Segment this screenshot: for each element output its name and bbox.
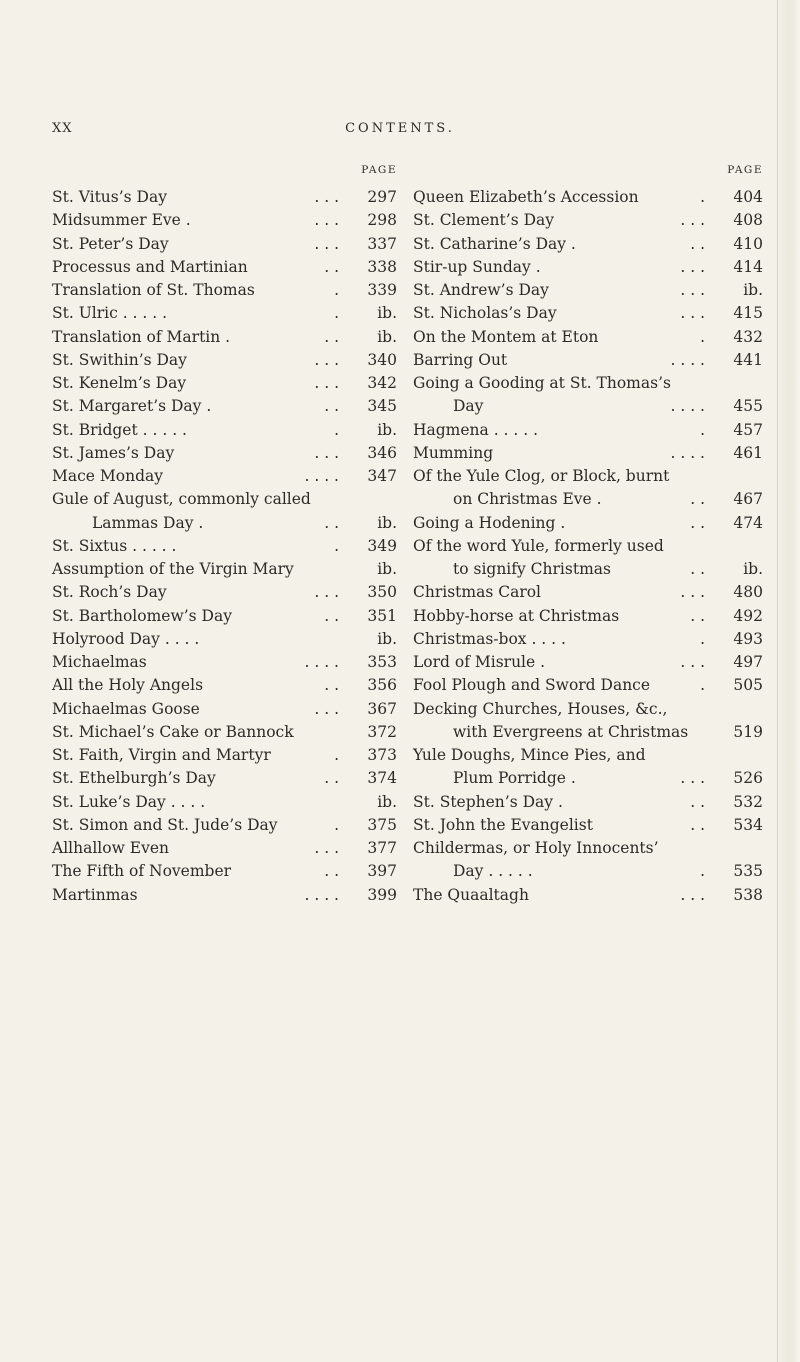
entry-page-number: 367 [367, 699, 397, 718]
contents-entry [52, 791, 397, 814]
entry-page-number: 340 [367, 350, 397, 369]
entry-title: St. Andrew’s Day [413, 281, 549, 299]
entry-leader-dots: . [334, 746, 339, 764]
entry-page-number: 474 [733, 513, 763, 532]
contents-list-left [52, 186, 397, 907]
contents-entry [413, 605, 763, 628]
entry-leader-dots: . . . [314, 350, 339, 369]
contents-entry [52, 558, 397, 581]
entry-page-number: 374 [367, 769, 397, 788]
contents-entry [413, 512, 763, 535]
entry-title: Translation of St. Thomas [52, 281, 255, 299]
entry-title: Barring Out [413, 350, 508, 369]
entry-title: Assumption of the Virgin Mary [52, 560, 294, 578]
entry-leader-dots: . . . [314, 234, 339, 253]
entry-page-number: 351 [367, 606, 397, 625]
entry-leader-dots: . . . . [304, 885, 339, 904]
contents-entry [413, 744, 763, 767]
contents-entry [413, 279, 763, 302]
contents-entry [413, 209, 763, 232]
entry-page-number: ib. [377, 327, 397, 346]
entry-leader-dots: . . . [314, 583, 339, 602]
contents-entry [413, 372, 763, 395]
contents-entry [52, 884, 397, 907]
contents-entry [413, 767, 763, 790]
entry-title: Day . . . . . [453, 862, 533, 881]
entry-leader-dots: . . . [680, 769, 705, 788]
entry-leader-dots: . . . . [670, 350, 705, 369]
entry-leader-dots: . [334, 281, 339, 299]
entry-leader-dots: . . . [680, 281, 705, 299]
entry-page-number: 526 [733, 769, 763, 788]
entry-title: St. James’s Day [52, 443, 175, 462]
entry-leader-dots: . [700, 327, 705, 346]
entry-title: Day [453, 397, 484, 416]
contents-entry [413, 326, 763, 349]
contents-entry [413, 837, 763, 860]
contents-entry [413, 721, 763, 744]
entry-title: Martinmas [52, 885, 138, 904]
entry-page-number: 493 [733, 629, 763, 648]
contents-entry [52, 326, 397, 349]
entry-title: Going a Hodening . [413, 513, 566, 532]
entry-page-number: 298 [367, 211, 397, 230]
entry-title: Mumming [413, 443, 494, 462]
entry-title: St. Bridget . . . . . [52, 420, 187, 439]
entry-page-number: ib. [377, 792, 397, 811]
entry-title: Holyrood Day . . . . [52, 629, 200, 648]
entry-title: St. Catharine’s Day . [413, 234, 576, 253]
contents-entry [413, 256, 763, 279]
entry-title: St. Ulric . . . . . [52, 304, 168, 323]
contents-column-right [413, 164, 763, 907]
entry-leader-dots: . . . . [670, 443, 705, 462]
entry-title: Gule of August, commonly called [52, 490, 311, 509]
entry-leader-dots: . . [690, 560, 705, 578]
contents-entry [413, 465, 763, 488]
contents-entry [413, 349, 763, 372]
page-column-label: PAGE [727, 164, 763, 176]
contents-entry [52, 256, 397, 279]
contents-entry [52, 651, 397, 674]
contents-entry [413, 419, 763, 442]
entry-leader-dots: . . [324, 327, 339, 346]
entry-leader-dots: . . . [680, 257, 705, 276]
entry-page-number: 534 [733, 815, 763, 834]
entry-title: Hobby-horse at Christmas [413, 606, 620, 625]
contents-entry [52, 395, 397, 418]
entry-title: Hagmena . . . . . [413, 420, 539, 439]
entry-leader-dots: . . . [314, 699, 339, 718]
running-head: CONTENTS. [345, 121, 455, 136]
contents-entry [52, 814, 397, 837]
contents-entry [52, 837, 397, 860]
entry-page-number: 410 [733, 234, 763, 253]
entry-page-number: 457 [733, 420, 763, 439]
entry-leader-dots: . [334, 815, 339, 834]
entry-page-number: 399 [367, 885, 397, 904]
entry-leader-dots: . . [690, 234, 705, 253]
entry-page-number: 397 [367, 862, 397, 881]
contents-entry [413, 535, 763, 558]
entry-title: to signify Christmas [453, 560, 611, 578]
entry-page-number: 414 [733, 257, 763, 276]
entry-leader-dots: . . [324, 769, 339, 788]
entry-title: Of the word Yule, formerly used [413, 536, 664, 555]
entry-title: Michaelmas Goose [52, 699, 200, 718]
contents-entry [52, 698, 397, 721]
entry-leader-dots: . [700, 862, 705, 881]
entry-title: Of the Yule Clog, or Block, burnt [413, 467, 670, 485]
entry-page-number: 492 [733, 606, 763, 625]
entry-page-number: ib. [377, 629, 397, 648]
entry-title: Stir-up Sunday . [413, 257, 541, 276]
contents-entry [52, 488, 397, 511]
entry-leader-dots: . . . [680, 653, 705, 671]
entry-leader-dots: . [700, 629, 705, 648]
entry-title: Christmas-box . . . . [413, 629, 566, 648]
contents-entry [52, 302, 397, 325]
entry-leader-dots: . . [324, 606, 339, 625]
entry-page-number: 372 [367, 722, 397, 741]
page-edge [777, 0, 800, 1362]
contents-entry [52, 581, 397, 604]
entry-title: St. Michael’s Cake or Bannock [52, 722, 294, 741]
entry-title: Childermas, or Holy Innocents’ [413, 839, 659, 857]
entry-leader-dots: . [700, 676, 705, 695]
entry-page-number: 432 [733, 327, 763, 346]
entry-leader-dots: . . [324, 862, 339, 881]
contents-list-right [413, 186, 763, 907]
contents-entry [413, 442, 763, 465]
contents-entry [52, 186, 397, 209]
entry-leader-dots: . . . [314, 211, 339, 230]
entry-title: St. John the Evangelist [413, 815, 593, 834]
entry-title: St. Nicholas’s Day [413, 304, 557, 323]
entry-title: St. Stephen’s Day . [413, 792, 563, 811]
entry-title: Allhallow Even [52, 839, 169, 857]
contents-entry [52, 372, 397, 395]
entry-leader-dots: . . . [680, 304, 705, 323]
entry-page-number: 342 [367, 374, 397, 392]
page-number: XX [52, 121, 73, 136]
entry-leader-dots: . [334, 420, 339, 439]
entry-title: On the Montem at Eton [413, 327, 599, 346]
entry-page-number: 377 [367, 839, 397, 857]
contents-entry [52, 721, 397, 744]
entry-page-number: 532 [733, 792, 763, 811]
contents-entry [52, 628, 397, 651]
entry-leader-dots: . . . [680, 211, 705, 230]
entry-page-number: 455 [733, 397, 763, 416]
entry-title: St. Sixtus . . . . . [52, 536, 177, 555]
entry-page-number: 461 [733, 443, 763, 462]
entry-title: Decking Churches, Houses, &c., [413, 699, 668, 718]
entry-title: St. Clement’s Day [413, 211, 555, 230]
contents-entry [413, 860, 763, 883]
entry-page-number: 519 [733, 722, 763, 741]
entry-title: Queen Elizabeth’s Accession [413, 188, 639, 206]
entry-leader-dots: . [700, 420, 705, 439]
entry-title: St. Luke’s Day . . . . [52, 792, 206, 811]
entry-page-number: 345 [367, 397, 397, 416]
contents-entry [413, 186, 763, 209]
entry-leader-dots: . . [324, 397, 339, 416]
entry-page-number: 480 [733, 583, 763, 602]
entry-leader-dots: . . . [314, 374, 339, 392]
entry-page-number: 373 [367, 746, 397, 764]
entry-title: Processus and Martinian [52, 257, 248, 276]
entry-title: St. Kenelm’s Day [52, 374, 187, 392]
contents-entry [413, 698, 763, 721]
entry-page-number: ib. [377, 420, 397, 439]
page-column-label: PAGE [361, 164, 397, 176]
entry-leader-dots: . [334, 304, 339, 323]
contents-entry [52, 674, 397, 697]
entry-title: St. Roch’s Day [52, 583, 167, 602]
contents-entry [413, 884, 763, 907]
entry-page-number: 349 [367, 536, 397, 555]
entry-title: St. Peter’s Day [52, 234, 169, 253]
entry-page-number: 404 [733, 188, 763, 206]
entry-title: Plum Porridge . [453, 769, 576, 788]
entry-leader-dots: . . . . [304, 653, 339, 671]
entry-leader-dots: . . . . [670, 397, 705, 416]
entry-title: St. Ethelburgh’s Day [52, 769, 216, 788]
contents-entry [413, 674, 763, 697]
contents-entry [52, 767, 397, 790]
entry-page-number: 356 [367, 676, 397, 695]
entry-page-number: 467 [733, 490, 763, 509]
contents-entry [413, 814, 763, 837]
entry-leader-dots: . . . [314, 839, 339, 857]
entry-title: Lammas Day . [92, 513, 204, 532]
contents-entry [52, 233, 397, 256]
contents-entry [52, 744, 397, 767]
entry-title: Translation of Martin . [52, 327, 231, 346]
entry-title: Christmas Carol [413, 583, 542, 602]
entry-page-number: ib. [743, 560, 763, 578]
contents-entry [413, 651, 763, 674]
contents-entry [52, 512, 397, 535]
contents-entry [52, 209, 397, 232]
entry-leader-dots: . . [690, 513, 705, 532]
entry-title: with Evergreens at Christmas [453, 722, 689, 741]
entry-page-number: 339 [367, 281, 397, 299]
entry-leader-dots: . . [690, 606, 705, 625]
contents-entry [413, 395, 763, 418]
contents-entry [52, 465, 397, 488]
entry-title: St. Bartholomew’s Day [52, 606, 232, 625]
entry-title: Lord of Misrule . [413, 653, 546, 671]
contents-entry [52, 605, 397, 628]
entry-title: Michaelmas [52, 653, 147, 671]
contents-column-left [52, 164, 397, 907]
contents-entry [413, 302, 763, 325]
entry-page-number: ib. [743, 281, 763, 299]
entry-leader-dots: . . [324, 257, 339, 276]
contents-entry [52, 442, 397, 465]
contents-entry [52, 279, 397, 302]
entry-title: The Quaaltagh [413, 885, 529, 904]
contents-entry [413, 558, 763, 581]
contents-entry [413, 628, 763, 651]
entry-page-number: 497 [733, 653, 763, 671]
entry-page-number: 346 [367, 443, 397, 462]
entry-title: St. Simon and St. Jude’s Day [52, 815, 278, 834]
entry-leader-dots: . . . [680, 885, 705, 904]
entry-page-number: 535 [733, 862, 763, 881]
entry-page-number: 375 [367, 815, 397, 834]
entry-leader-dots: . . [690, 792, 705, 811]
entry-page-number: 297 [367, 188, 397, 206]
entry-leader-dots: . . . [314, 443, 339, 462]
contents-entry [413, 581, 763, 604]
entry-title: on Christmas Eve . [453, 490, 602, 509]
entry-page-number: 337 [367, 234, 397, 253]
entry-leader-dots: . [700, 188, 705, 206]
contents-entry [52, 535, 397, 558]
entry-leader-dots: . [334, 536, 339, 555]
entry-page-number: 408 [733, 211, 763, 230]
entry-title: Fool Plough and Sword Dance [413, 676, 651, 695]
entry-page-number: 338 [367, 257, 397, 276]
entry-leader-dots: . . . [680, 583, 705, 602]
entry-page-number: 441 [733, 350, 763, 369]
entry-page-number: ib. [377, 560, 397, 578]
entry-page-number: ib. [377, 513, 397, 532]
entry-title: Yule Doughs, Mince Pies, and [413, 746, 646, 764]
entry-title: All the Holy Angels [52, 676, 204, 695]
entry-leader-dots: . . . . [304, 467, 339, 485]
entry-leader-dots: . . [324, 513, 339, 532]
entry-title: St. Swithin’s Day [52, 350, 187, 369]
entry-leader-dots: . . . [314, 188, 339, 206]
contents-entry [413, 233, 763, 256]
entry-leader-dots: . . [324, 676, 339, 695]
entry-leader-dots: . . [690, 490, 705, 509]
contents-entry [413, 488, 763, 511]
entry-leader-dots: . . [690, 815, 705, 834]
entry-title: St. Margaret’s Day . [52, 397, 212, 416]
entry-title: St. Faith, Virgin and Martyr [52, 746, 271, 764]
entry-title: Midsummer Eve . [52, 211, 191, 230]
entry-page-number: 353 [367, 653, 397, 671]
contents-entry [52, 860, 397, 883]
contents-entry [413, 791, 763, 814]
entry-page-number: ib. [377, 304, 397, 323]
entry-title: St. Vitus’s Day [52, 188, 167, 206]
entry-title: Going a Gooding at St. Thomas’s [413, 374, 671, 392]
contents-entry [52, 419, 397, 442]
entry-page-number: 415 [733, 304, 763, 323]
entry-page-number: 347 [367, 467, 397, 485]
entry-page-number: 350 [367, 583, 397, 602]
entry-title: Mace Monday [52, 467, 163, 485]
entry-page-number: 505 [733, 676, 763, 695]
contents-entry [52, 349, 397, 372]
entry-title: The Fifth of November [52, 862, 232, 881]
entry-page-number: 538 [733, 885, 763, 904]
